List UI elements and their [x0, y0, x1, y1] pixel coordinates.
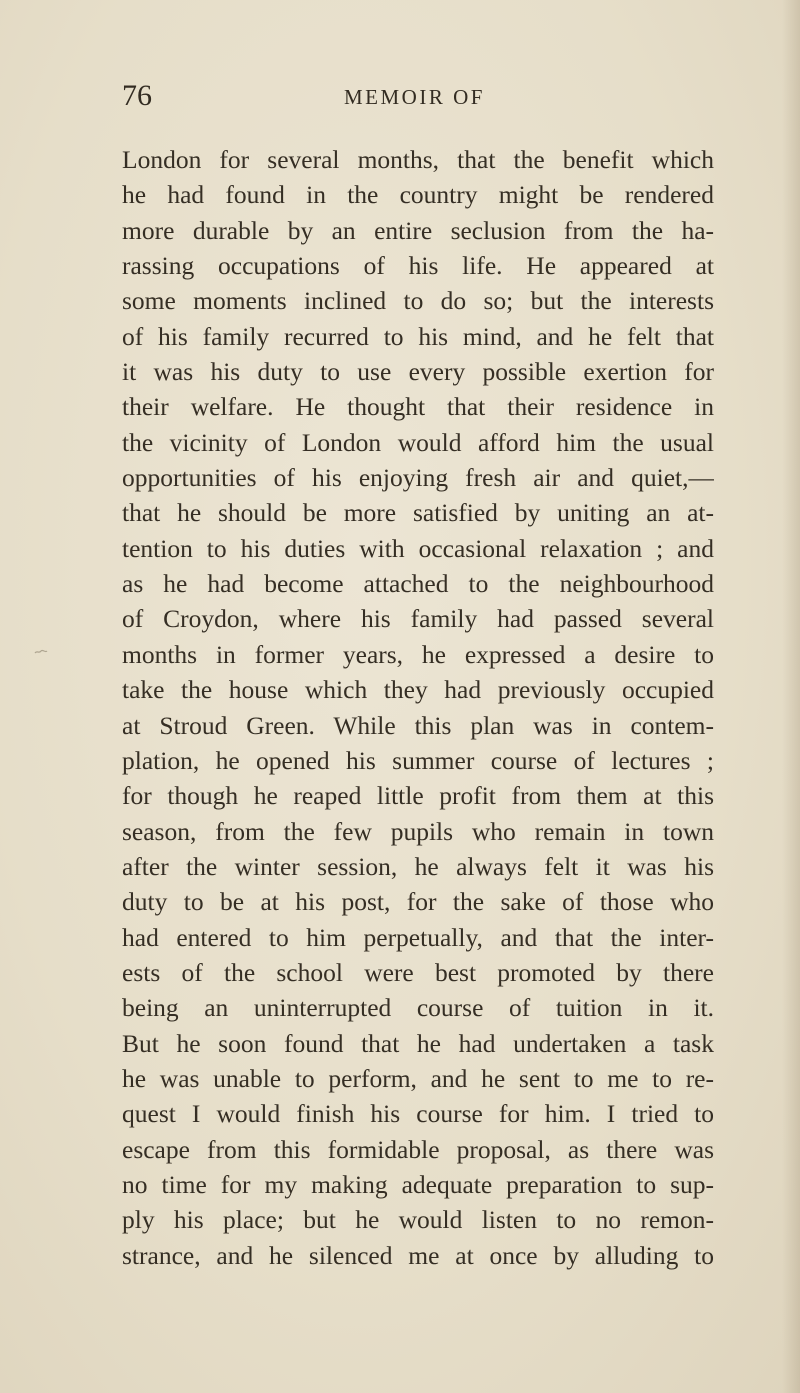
text-line: that he should be more satisfied by uniting an at-	[122, 498, 714, 528]
text-line: duty to be at his post, for the sake of those who	[122, 887, 714, 917]
text-line: opportunities of his enjoying fresh air and quiet,—	[122, 463, 714, 493]
text-line: at Stroud Green. While this plan was in contem-	[122, 710, 714, 740]
text-line: plation, he opened his summer course of lectures ;	[122, 745, 714, 775]
running-head: MEMOIR OF	[344, 85, 485, 109]
text-line: as he had become attached to the neighbourhood	[122, 569, 714, 599]
text-line: strance, and he silenced me at once by alluding to	[122, 1240, 714, 1270]
page-number: 76	[122, 79, 152, 112]
text-line: take the house which they had previously occupied	[122, 675, 714, 705]
text-line: it was his duty to use every possible exertion for	[122, 357, 714, 387]
text-line: of Croydon, where his family had passed several	[122, 604, 714, 634]
paper-speck-mark	[34, 648, 48, 656]
text-line: had entered to him perpetually, and that the inter-	[122, 922, 714, 952]
text-line: season, from the few pupils who remain in town	[122, 816, 714, 846]
page-edge-shadow	[782, 0, 800, 1393]
text-line: their welfare. He thought that their residence in	[122, 392, 714, 422]
text-line: for though he reaped little profit from them at this	[122, 781, 714, 811]
text-line: ests of the school were best promoted by there	[122, 957, 714, 987]
text-line: rassing occupations of his life. He appeared at	[122, 251, 714, 281]
text-line: escape from this formidable proposal, as there was	[122, 1134, 714, 1164]
text-line: being an uninterrupted course of tuition in it.	[122, 993, 714, 1023]
text-line: he had found in the country might be rendered	[122, 180, 714, 210]
page-header	[122, 76, 714, 116]
text-line: after the winter session, he always felt it was his	[122, 851, 714, 881]
body-text	[122, 142, 714, 1273]
text-line: more durable by an entire seclusion from the ha-	[122, 215, 714, 245]
text-line: the vicinity of London would afford him the usual	[122, 427, 714, 457]
text-line: quest I would finish his course for him. I tried to	[122, 1099, 714, 1129]
text-line: months in former years, he expressed a desire to	[122, 639, 714, 669]
text-line: tention to his duties with occasional relaxation ; and	[122, 533, 714, 563]
text-line: he was unable to perform, and he sent to me to re-	[122, 1063, 714, 1093]
text-line: But he soon found that he had undertaken a task	[122, 1028, 714, 1058]
text-line: some moments inclined to do so; but the interests	[122, 286, 714, 316]
text-line: of his family recurred to his mind, and he felt that	[122, 321, 714, 351]
text-line: London for several months, that the benefit which	[122, 145, 714, 174]
text-line: no time for my making adequate preparation to sup-	[122, 1169, 714, 1199]
text-line: ply his place; but he would listen to no remon-	[122, 1205, 714, 1235]
